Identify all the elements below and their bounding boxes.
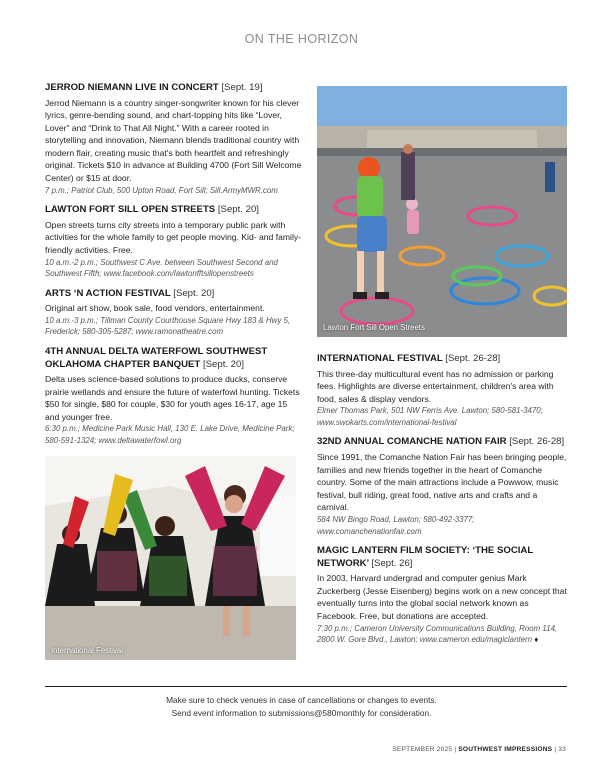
page-folio — [392, 746, 566, 753]
event-title: 32ND ANNUAL COMANCHE NATION FAIR [Sept. 26-28] — [317, 436, 565, 448]
folio-date: SEPTEMBER 2025 — [392, 746, 453, 753]
event-date: [Sept. 19] — [221, 82, 263, 93]
left-events-column — [45, 82, 303, 455]
open-streets-photo — [317, 86, 567, 337]
event-jerrod-niemann — [45, 82, 303, 196]
event-international-festival — [317, 353, 567, 428]
festival-caption: International Festival — [51, 646, 123, 655]
event-description: Original art show, book sale, food vendors, entertainment. — [45, 303, 265, 314]
event-title: INTERNATIONAL FESTIVAL [Sept. 26-28] — [317, 353, 501, 364]
right-events-column — [317, 353, 567, 654]
event-details: 10 a.m.-2 p.m.; Southwest C Ave. between Southwest Second and Southwest Fifth; www.facebook.com/lawtonfftsillopenstreets — [45, 257, 278, 279]
event-magic-lantern — [317, 545, 567, 646]
footer-divider — [45, 686, 567, 687]
end-mark-icon: ♦ — [534, 635, 539, 645]
event-arts-n-action — [45, 288, 303, 338]
footer-note-line-2: Send event information to submissions@580monthly for consideration. — [171, 707, 432, 718]
event-date: [Sept. 26-28] — [509, 436, 565, 448]
event-details: 10 a.m.-3 p.m.; Tillman County Courthouse Square Hwy 183 & Hwy 5, Frederick; 580-305-5287; www.ramonatheatre.com — [45, 315, 291, 337]
event-title: JERROD NIEMANN LIVE IN CONCERT [Sept. 19] — [45, 82, 263, 93]
event-details: 6:30 p.m.; Medicine Park Music Hall, 130 E. Lake Drive, Medicine Park; 580-591-1324; www.deltawaterfowl.org — [45, 424, 295, 445]
event-title: ARTS ‘N ACTION FESTIVAL [Sept. 20] — [45, 287, 215, 299]
event-title: LAWTON FORT SILL OPEN STREETS [Sept. 20] — [45, 204, 259, 216]
event-date: [Sept. 20] — [217, 204, 259, 216]
event-date: [Sept. 20] — [173, 287, 215, 299]
footer-note-line-1: Make sure to check venues in case of cancellations or changes to events. — [166, 695, 437, 705]
section-title: ON THE HORIZON — [244, 32, 359, 46]
event-description: Jerrod Niemann is a country singer-songwriter known for his clever lyrics, genre-bending sound, and chart-topping hits like “Lover, Lover” and “Drink to That All Night.” With a career rooted in storytelling and innovation, Niemann blends traditional country with modern flair, creating music that's both heartfelt and refreshingly original. Tickets $10 in advance at Building 4700 (Fort Sill Welcome Center) or $15 at door. — [45, 97, 302, 184]
event-date: [Sept. 20] — [202, 358, 245, 370]
folio-separator: | — [454, 746, 457, 753]
event-date: [Sept. 26] — [371, 557, 413, 569]
event-description: Open streets turns city streets into a temporary public park with activities for the whole family to get people moving. Kid- and family-friendly activities. Free. — [45, 219, 302, 255]
open-streets-caption: Lawton Fort Sill Open Streets — [323, 323, 425, 332]
event-comanche-nation-fair — [317, 436, 567, 537]
event-delta-waterfowl — [45, 346, 303, 447]
festival-illustration — [45, 456, 296, 660]
footer-note — [0, 694, 603, 719]
event-details: 584 NW Bingo Road, Lawton; 580-492-3377; www.comanchenationfair.com — [317, 514, 475, 536]
event-details: 7:30 p.m.; Cameron University Communications Building, Room 114, 2800 W. Gore Blvd., Lawton; www.cameron.edu/magiclantern ♦ — [317, 623, 558, 645]
event-description: Delta uses science-based solutions to produce ducks, conserve prairie wetlands and ensure the future of waterfowl hunting. Tickets $50 for single, $80 for couple, $30 for youth ages 16-17, age 15 and younger free. — [45, 374, 300, 422]
event-details: Elmer Thomas Park, 501 NW Ferris Ave. Lawton; 580-581-3470; www.swokarts.com/international-festival — [317, 406, 543, 427]
event-date: [Sept. 26-28] — [445, 353, 501, 364]
event-details: 7 p.m.; Patriot Club, 500 Upton Road, Fort Sill; Sill.ArmyMWR.com — [45, 185, 278, 195]
folio-page-number: | 33 — [554, 746, 566, 753]
event-title: 4TH ANNUAL DELTA WATERFOWL SOUTHWEST OKLAHOMA CHAPTER BANQUET [Sept. 20] — [45, 346, 268, 370]
event-title: MAGIC LANTERN FILM SOCIETY: ‘THE SOCIAL NETWORK’ [Sept. 26] — [317, 545, 534, 569]
open-streets-illustration — [317, 86, 567, 337]
event-description: In 2003, Harvard undergrad and computer genius Mark Zuckerberg (Jesse Eisenberg) begins work on a new concept that eventually turns into the global social network known as Facebook. Free, but donations are accepted. — [317, 573, 567, 621]
event-open-streets — [45, 204, 303, 279]
international-festival-photo — [45, 456, 296, 660]
event-description: Since 1991, the Comanche Nation Fair has been bringing people, families and new friends together in the heart of Comanche country. Some of the main attractions include a Powwow, music festival, bull riding, great food, native arts and crafts and a carnival. — [317, 451, 567, 513]
folio-magazine: SOUTHWEST IMPRESSIONS — [458, 746, 553, 753]
event-description: This three-day multicultural event has no admission or parking fees. Highlights are diverse entertainment, children's area with food, sales & display vendors. — [317, 368, 554, 404]
